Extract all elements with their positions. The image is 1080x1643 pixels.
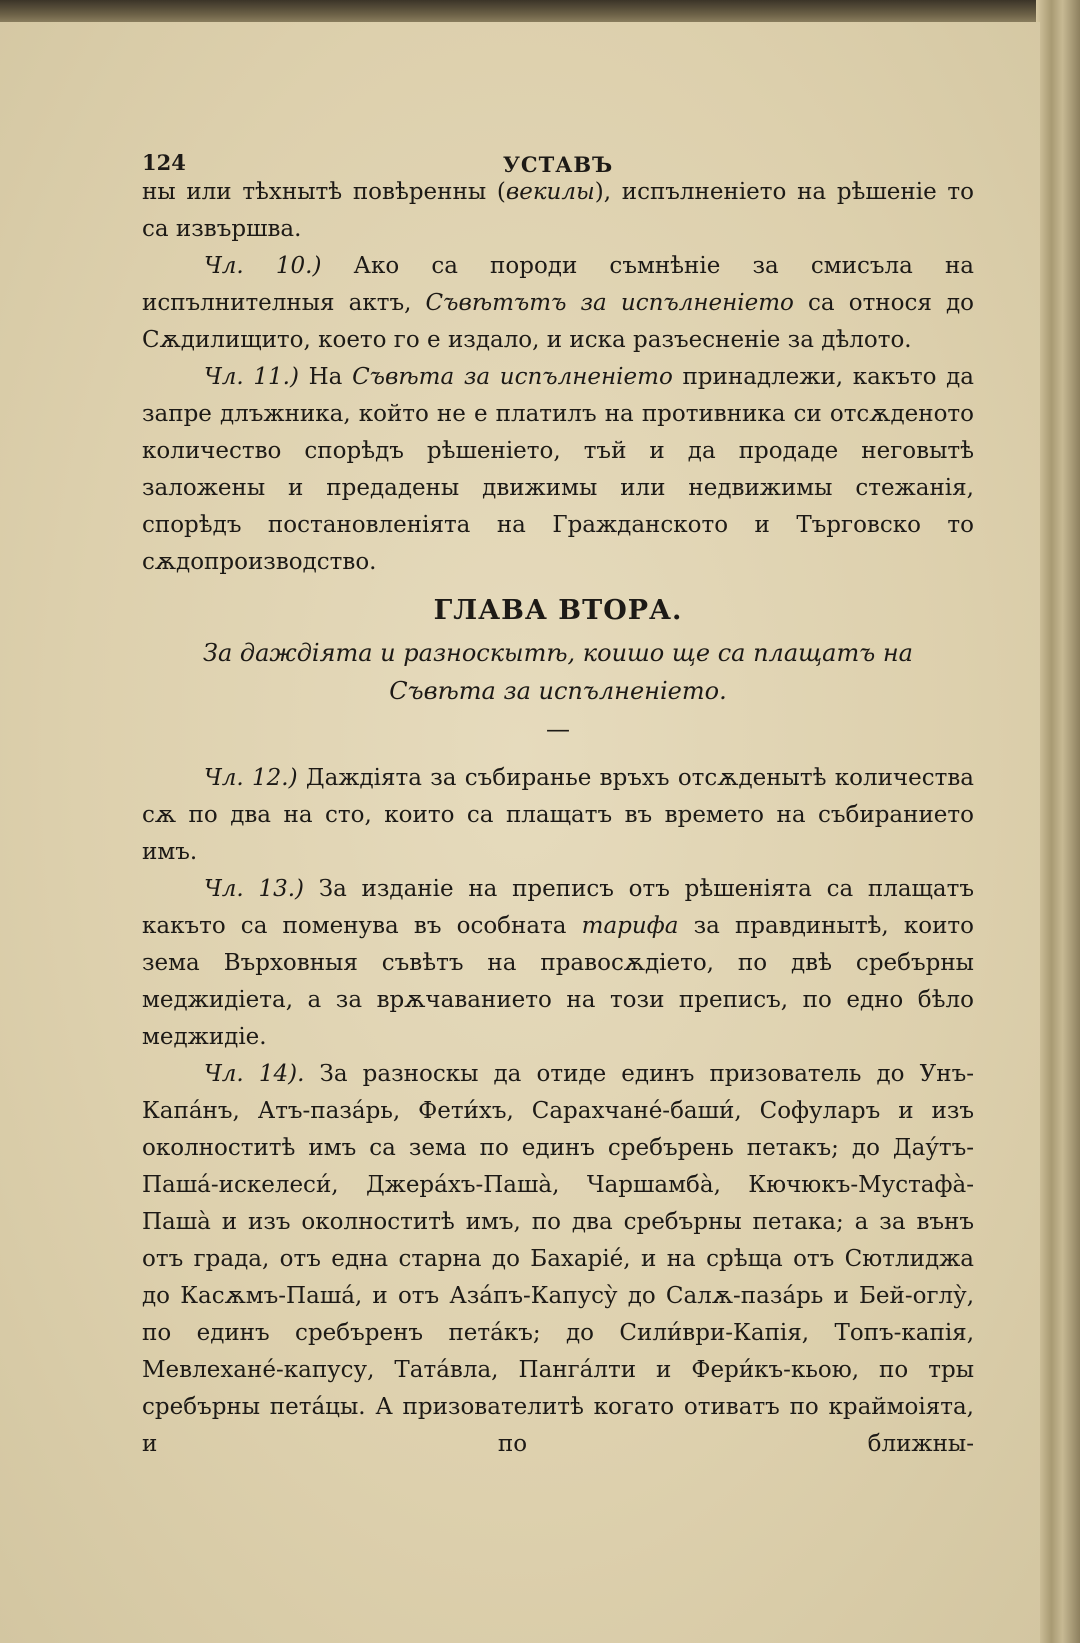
- chapter-subtitle-line-2: Съвѣта за испълненіето.: [389, 677, 727, 705]
- book-page: [0, 22, 1040, 1643]
- article-11-italic-term: Съвѣта за испълненіето: [352, 364, 673, 390]
- article-11-text-c: принадлежи, какъто да запре длъжника, който не е платилъ на противника си отсѫденото количество спорѣдъ рѣшеніето, тъй и да продаде неговытѣ заложены и предадены движимы или недвижимы стежанія, спорѣдъ постановленіята на Гражданското и Търговско то сѫдопроизводство.: [142, 364, 974, 575]
- article-12: [142, 760, 974, 871]
- scan-right-edge: [1036, 0, 1080, 1643]
- page-number: 124: [142, 150, 186, 175]
- article-10-text-a: Ако са породи съмнѣніе за смисъла на испълнителныя актъ,: [142, 253, 974, 316]
- article-13-text-a: За изданіе на преписъ отъ рѣшеніята са плащатъ какъто са поменува въ особната: [142, 876, 974, 939]
- article-10-text-c: са относя до Сѫдилищито, което го е издало, и иска разъесненіе за дѣлото.: [142, 290, 974, 353]
- article-12-number: Чл. 12.): [204, 765, 298, 791]
- chapter-title: ГЛАВА ВТОРА.: [433, 595, 683, 626]
- article-11: [142, 359, 974, 581]
- p1-text-c: ), испълненіето на рѣшеніе то са извършва.: [142, 179, 974, 242]
- article-14-number: Чл. 14).: [204, 1061, 305, 1087]
- article-14-text: За разноскы да отиде единъ призователь до Унъ-Капа́нъ, Атъ-паза́рь, Фети́хъ, Сарахчане́-баши́, Софуларъ и изъ околноститѣ имъ са зема по единъ сребърень петакъ; до Дау́тъ-Паша́-искелеси́, Джера́хъ-Паша̀, Чаршамба̀, Кючюкъ-Мустафа̀-Паша̀ и изъ околноститѣ имъ, по два сребърны петака; а за вънъ отъ града, отъ една старна до Бахаріе́, и на срѣща отъ Сютлиджа до Касѫмъ-Паша́, и отъ Аза́пъ-Капусу̀ до Салѫ-паза́рь и Бей-оглу̀, по единъ сребъренъ пета́къ; до Сили́ври-Капія, Топъ-капія, Мевлехане́-капусу, Тата́вла, Панга́лти и Фери́къ-кьою, по тры сребърны пета́цы. А призователитѣ когато отиватъ по краймоіята, и по ближны-: [142, 1061, 974, 1457]
- article-10: [142, 248, 974, 359]
- article-14: [142, 1056, 974, 1463]
- article-13-italic-term: тарифа: [581, 913, 679, 939]
- article-13-text-c: за правдинытѣ, които зема Върховныя съвѣтъ на правосѫдіето, по двѣ сребърны меджидіета, а за врѫчаванието на този преписъ, по едно бѣло меджидіе.: [142, 913, 974, 1050]
- article-10-italic-term: Съвѣтътъ за испълненіето: [425, 290, 794, 316]
- article-13-number: Чл. 13.): [204, 876, 305, 902]
- page-header: [142, 134, 974, 177]
- paragraph-continuation: [142, 174, 974, 248]
- running-head: УСТАВЪ: [502, 152, 614, 177]
- p1-text-a: ны или тѣхнытѣ повѣренны (: [142, 179, 506, 205]
- p1-italic-term: векилы: [505, 179, 595, 205]
- chapter-subtitle-line-1: За даждіята и разноскытѣ, коишо ще са плащатъ на: [203, 639, 913, 667]
- article-12-text: Даждіята за събиранье връхъ отсѫденытѣ количества сѫ по два на сто, които са плащатъ въ времето на събиранието имъ.: [142, 765, 974, 865]
- article-11-number: Чл. 11.): [204, 364, 299, 390]
- article-10-number: Чл. 10.): [204, 253, 322, 279]
- chapter-separator: —: [546, 715, 570, 743]
- article-13: [142, 871, 974, 1056]
- article-11-text-a: На: [298, 364, 353, 390]
- page-body: [142, 134, 974, 1463]
